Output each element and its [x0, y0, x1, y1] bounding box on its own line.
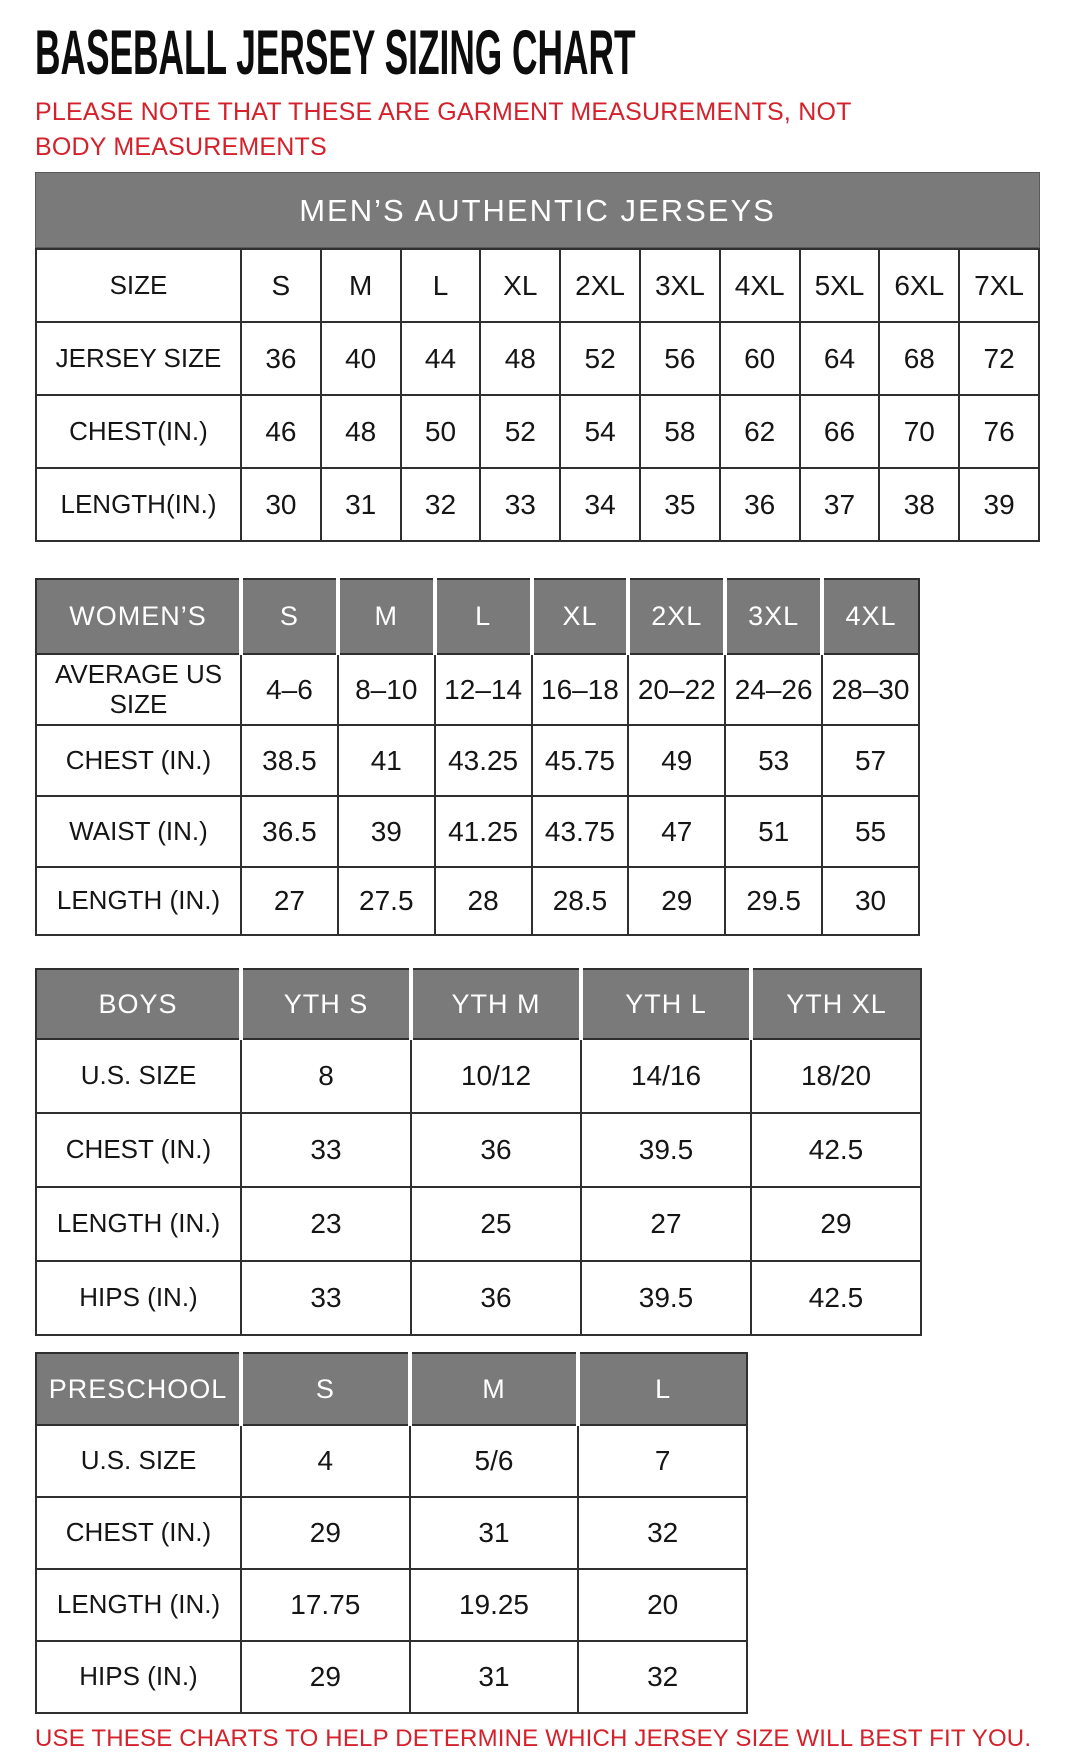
- row-label: CHEST (IN.): [36, 1497, 241, 1569]
- row-label: U.S. SIZE: [36, 1425, 241, 1497]
- size-header-row: [36, 1353, 747, 1425]
- value-cell: 31: [321, 468, 401, 541]
- value-cell: 29: [241, 1641, 410, 1713]
- row-label: WAIST (IN.): [36, 796, 241, 867]
- value-cell: 39: [959, 468, 1039, 541]
- boys-size-table: [35, 968, 922, 1336]
- value-cell: 29: [751, 1187, 921, 1261]
- table-title-cell: BOYS: [36, 969, 241, 1039]
- row-label: JERSEY SIZE: [36, 322, 241, 395]
- row-label: LENGTH (IN.): [36, 1187, 241, 1261]
- page-title: BASEBALL JERSEY SIZING CHART: [35, 18, 636, 88]
- value-cell: 66: [800, 395, 880, 468]
- value-cell: L: [401, 249, 481, 322]
- value-cell: 46: [241, 395, 321, 468]
- preschool-table-section: [35, 1352, 748, 1714]
- measurement-row: [36, 796, 919, 867]
- measurement-row: [36, 1425, 747, 1497]
- value-cell: 49: [628, 725, 725, 796]
- size-header-row: [36, 969, 921, 1039]
- size-column-header: S: [241, 579, 338, 654]
- value-cell: 41: [338, 725, 435, 796]
- size-column-header: M: [338, 579, 435, 654]
- value-cell: 60: [720, 322, 800, 395]
- value-cell: 30: [822, 867, 919, 935]
- measurement-row: [36, 654, 919, 725]
- mens-size-table: [35, 248, 1040, 542]
- value-cell: 3XL: [640, 249, 720, 322]
- row-label: SIZE: [36, 249, 241, 322]
- value-cell: 39.5: [581, 1113, 751, 1187]
- measurement-row: [36, 1569, 747, 1641]
- value-cell: 33: [241, 1261, 411, 1335]
- mens-table-banner: MEN’S AUTHENTIC JERSEYS: [35, 172, 1040, 248]
- value-cell: 33: [241, 1113, 411, 1187]
- size-column-header: L: [435, 579, 532, 654]
- value-cell: 36: [241, 322, 321, 395]
- value-cell: 31: [410, 1641, 579, 1713]
- value-cell: 55: [822, 796, 919, 867]
- row-label: CHEST (IN.): [36, 725, 241, 796]
- measurement-row: [36, 1261, 921, 1335]
- value-cell: 29: [241, 1497, 410, 1569]
- value-cell: 24–26: [725, 654, 822, 725]
- value-cell: 40: [321, 322, 401, 395]
- size-column-header: YTH L: [581, 969, 751, 1039]
- value-cell: 38.5: [241, 725, 338, 796]
- value-cell: 52: [560, 322, 640, 395]
- value-cell: 53: [725, 725, 822, 796]
- value-cell: 34: [560, 468, 640, 541]
- value-cell: 39: [338, 796, 435, 867]
- value-cell: 33: [480, 468, 560, 541]
- value-cell: 48: [480, 322, 560, 395]
- measurement-row: [36, 1641, 747, 1713]
- size-column-header: S: [241, 1353, 410, 1425]
- value-cell: 31: [410, 1497, 579, 1569]
- value-cell: 29: [628, 867, 725, 935]
- value-cell: 27: [581, 1187, 751, 1261]
- value-cell: 28–30: [822, 654, 919, 725]
- value-cell: 39.5: [581, 1261, 751, 1335]
- womens-size-table: [35, 578, 920, 936]
- measurement-row: [36, 867, 919, 935]
- measurement-row: [36, 1497, 747, 1569]
- value-cell: 8–10: [338, 654, 435, 725]
- value-cell: 5XL: [800, 249, 880, 322]
- value-cell: 72: [959, 322, 1039, 395]
- row-label: LENGTH (IN.): [36, 867, 241, 935]
- value-cell: 7: [578, 1425, 747, 1497]
- value-cell: 27: [241, 867, 338, 935]
- value-cell: 4XL: [720, 249, 800, 322]
- footer-advice-text: USE THESE CHARTS TO HELP DETERMINE WHICH JERSEY SIZE WILL BEST FIT YOU.: [35, 1725, 1032, 1752]
- value-cell: 8: [241, 1039, 411, 1113]
- value-cell: 41.25: [435, 796, 532, 867]
- table-title-cell: WOMEN’S: [36, 579, 241, 654]
- size-column-header: YTH S: [241, 969, 411, 1039]
- measurement-row: [36, 725, 919, 796]
- value-cell: 17.75: [241, 1569, 410, 1641]
- row-label: LENGTH (IN.): [36, 1569, 241, 1641]
- value-cell: 52: [480, 395, 560, 468]
- size-column-header: XL: [532, 579, 629, 654]
- value-cell: 36: [411, 1261, 581, 1335]
- value-cell: 57: [822, 725, 919, 796]
- value-cell: 35: [640, 468, 720, 541]
- value-cell: 50: [401, 395, 481, 468]
- size-column-header: L: [578, 1353, 747, 1425]
- value-cell: 37: [800, 468, 880, 541]
- row-label: HIPS (IN.): [36, 1641, 241, 1713]
- value-cell: 58: [640, 395, 720, 468]
- value-cell: 64: [800, 322, 880, 395]
- value-cell: 47: [628, 796, 725, 867]
- value-cell: 32: [578, 1497, 747, 1569]
- value-cell: 32: [401, 468, 481, 541]
- value-cell: 62: [720, 395, 800, 468]
- measurement-row: [36, 1113, 921, 1187]
- preschool-size-table: [35, 1352, 748, 1714]
- value-cell: 76: [959, 395, 1039, 468]
- size-column-header: 2XL: [628, 579, 725, 654]
- size-header-row: [36, 579, 919, 654]
- row-label: CHEST(IN.): [36, 395, 241, 468]
- value-cell: 12–14: [435, 654, 532, 725]
- value-cell: 48: [321, 395, 401, 468]
- value-cell: 70: [879, 395, 959, 468]
- value-cell: 30: [241, 468, 321, 541]
- table-title-cell: PRESCHOOL: [36, 1353, 241, 1425]
- value-cell: 19.25: [410, 1569, 579, 1641]
- value-cell: 29.5: [725, 867, 822, 935]
- value-cell: 36: [720, 468, 800, 541]
- value-cell: 23: [241, 1187, 411, 1261]
- value-cell: 36: [411, 1113, 581, 1187]
- mens-table-section: [35, 172, 1040, 542]
- value-cell: XL: [480, 249, 560, 322]
- row-label: CHEST (IN.): [36, 1113, 241, 1187]
- value-cell: 42.5: [751, 1261, 921, 1335]
- value-cell: 6XL: [879, 249, 959, 322]
- boys-table-section: [35, 968, 922, 1336]
- value-cell: 28.5: [532, 867, 629, 935]
- value-cell: 27.5: [338, 867, 435, 935]
- size-column-header: YTH XL: [751, 969, 921, 1039]
- size-column-header: 3XL: [725, 579, 822, 654]
- value-cell: 14/16: [581, 1039, 751, 1113]
- value-cell: 16–18: [532, 654, 629, 725]
- value-cell: 51: [725, 796, 822, 867]
- value-cell: 44: [401, 322, 481, 395]
- value-cell: 68: [879, 322, 959, 395]
- value-cell: 45.75: [532, 725, 629, 796]
- size-column-header: 4XL: [822, 579, 919, 654]
- size-column-header: YTH M: [411, 969, 581, 1039]
- value-cell: 38: [879, 468, 959, 541]
- value-cell: 20: [578, 1569, 747, 1641]
- value-cell: M: [321, 249, 401, 322]
- value-cell: 56: [640, 322, 720, 395]
- value-cell: 7XL: [959, 249, 1039, 322]
- measurement-row: [36, 468, 1039, 541]
- row-label: U.S. SIZE: [36, 1039, 241, 1113]
- garment-measurement-note: PLEASE NOTE THAT THESE ARE GARMENT MEASUREMENTS, NOT BODY MEASUREMENTS: [35, 98, 852, 161]
- value-cell: 43.25: [435, 725, 532, 796]
- measurement-row: [36, 322, 1039, 395]
- value-cell: 54: [560, 395, 640, 468]
- value-cell: 10/12: [411, 1039, 581, 1113]
- value-cell: 36.5: [241, 796, 338, 867]
- value-cell: 25: [411, 1187, 581, 1261]
- measurement-row: [36, 1039, 921, 1113]
- row-label: LENGTH(IN.): [36, 468, 241, 541]
- row-label: AVERAGE US SIZE: [36, 654, 241, 725]
- measurement-row: [36, 249, 1039, 322]
- womens-table-section: [35, 578, 920, 936]
- value-cell: 42.5: [751, 1113, 921, 1187]
- value-cell: 2XL: [560, 249, 640, 322]
- value-cell: 43.75: [532, 796, 629, 867]
- value-cell: 4: [241, 1425, 410, 1497]
- measurement-row: [36, 1187, 921, 1261]
- value-cell: 4–6: [241, 654, 338, 725]
- measurement-row: [36, 395, 1039, 468]
- size-column-header: M: [410, 1353, 579, 1425]
- value-cell: S: [241, 249, 321, 322]
- value-cell: 20–22: [628, 654, 725, 725]
- value-cell: 32: [578, 1641, 747, 1713]
- value-cell: 28: [435, 867, 532, 935]
- value-cell: 5/6: [410, 1425, 579, 1497]
- row-label: HIPS (IN.): [36, 1261, 241, 1335]
- value-cell: 18/20: [751, 1039, 921, 1113]
